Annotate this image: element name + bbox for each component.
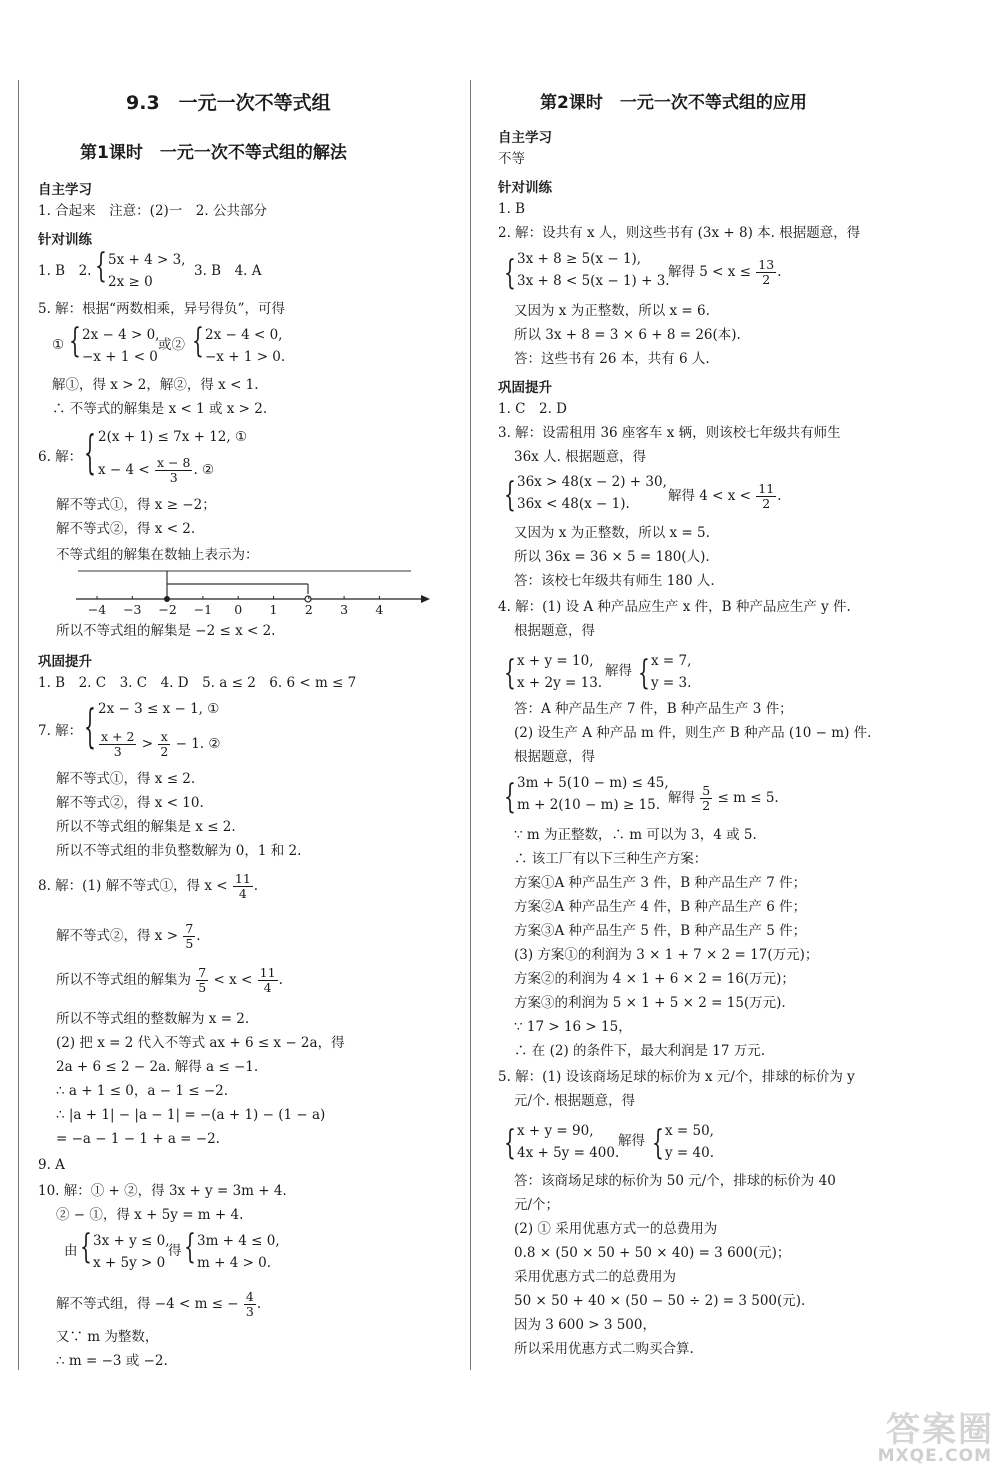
answer-line: (2) 把 x = 2 代入不等式 ax + 6 ≤ x − 2a，得 (56, 1035, 345, 1051)
fraction: $\frac{x + 2}{3}$ (101, 729, 135, 759)
answer-line: 8. 解：(1) 解不等式①，得 x < $\frac{11}{4}$ . (38, 871, 259, 901)
answer-line: ∵ m 为正整数，∴ m 可以为 3，4 或 5. (514, 827, 757, 843)
axis-tick-label: 1 (269, 602, 278, 616)
answer-line: (2) ① 采用优惠方式一的总费用为 (514, 1221, 718, 1237)
brace: { (84, 426, 96, 480)
system-line: x + y = 90, (517, 1123, 594, 1139)
answer-line: 答：A 种产品生产 7 件，B 种产品生产 3 件； (514, 701, 793, 717)
left-margin-rule (18, 80, 19, 1370)
brace: { (504, 653, 516, 693)
system-line: 36x > 48(x − 2) + 30, (517, 474, 667, 490)
fraction: $\frac{5}{2}$ (702, 783, 711, 813)
system-line: x + 5y > 0 (93, 1255, 166, 1271)
answer-line: 因为 3 600 > 3 500， (514, 1317, 656, 1333)
answer-line: 所以不等式组的非负整数解为 0，1 和 2. (56, 843, 302, 859)
answer-line: 又因为 x 为正整数，所以 x = 6. (514, 303, 710, 319)
brace: { (504, 475, 516, 515)
system-line: 36x < 48(x − 1). (517, 496, 630, 512)
system-line: x + 2y = 13. (517, 675, 603, 691)
answer-line: 不等式组的解集在数轴上表示为： (56, 547, 259, 563)
answer-line: ∴ 在 (2) 的条件下，最大利润是 17 万元. (514, 1043, 766, 1059)
answer-line: ∴ a + 1 ≤ 0，a − 1 ≤ −2. (56, 1083, 229, 1099)
heading-targeted-training: 针对训练 (498, 180, 552, 196)
answer-line: 所以 36x = 36 × 5 = 180(人). (514, 549, 710, 565)
case-marker: 或② (158, 337, 185, 353)
answer-line: 1. B (498, 201, 526, 217)
answer-line: 5. 解：根据“两数相乘，异号得负”，可得 (38, 301, 285, 317)
answer-line: (2) 设生产 A 种产品 m 件，则生产 B 种产品 (10 − m) 件. (514, 725, 872, 741)
answer-line: 所以不等式组的整数解为 x = 2. (56, 1011, 250, 1027)
system-line: 2x ≥ 0 (108, 274, 153, 290)
brace: { (504, 777, 516, 817)
fraction: $\frac{7}{5}$ (198, 965, 207, 995)
answer-line: ∴ 该工厂有以下三种生产方案： (514, 851, 708, 867)
system-line: m + 2(10 − m) ≥ 15. (517, 797, 661, 813)
answer-line: 元/个； (514, 1197, 560, 1213)
system-line: 2x − 4 > 0, (82, 327, 160, 343)
fraction: $\frac{11}{2}$ (758, 481, 775, 511)
watermark-logo (808, 1402, 998, 1470)
answer-line: 解不等式②，得 x < 2. (56, 521, 196, 537)
axis-tick-label: 2 (304, 602, 313, 616)
watermark-text: 答案圈 (886, 1410, 994, 1450)
heading-self-study: 自主学习 (498, 130, 552, 146)
system-line: 3x + 8 ≥ 5(x − 1), (517, 251, 642, 267)
fraction: $\frac{4}{3}$ (245, 1289, 254, 1319)
system-line: x = 50, (665, 1123, 714, 1139)
answer-line: 根据题意，得 (514, 623, 595, 639)
answer-line: 解得 (618, 1133, 645, 1149)
system-line: y = 40. (665, 1145, 714, 1161)
answer-line: ∴ m = −3 或 −2. (56, 1353, 168, 1369)
brace: { (69, 321, 81, 361)
answer-line: ∴ 不等式的解集是 x < 1 或 x > 2. (52, 401, 268, 417)
answer-line: 方案③A 种产品生产 5 件，B 种产品生产 5 件； (514, 923, 807, 939)
answer-line: 所以不等式组的解集为 $\frac{7}{5}$ < x < $\frac{11}{4}$ . (56, 965, 283, 995)
system-line: 3x + 8 < 5(x − 1) + 3. (517, 273, 670, 289)
brace: { (184, 1227, 196, 1267)
answer-line: ∵ 17 > 16 > 15， (514, 1019, 632, 1035)
system-line: −x + 1 > 0. (205, 349, 286, 365)
system-line: 3m + 5(10 − m) ≤ 45, (517, 775, 669, 791)
answer-line: 解得 (605, 663, 632, 679)
heading-consolidation: 巩固提升 (498, 380, 552, 396)
heading-consolidation: 巩固提升 (38, 654, 92, 670)
section-title: 9.3 一元一次不等式组 (126, 92, 331, 114)
answer-line: 3. 解：设需租用 36 座客车 x 辆，则该校七年级共有师生 (498, 425, 841, 441)
answer-line: 解不等式②，得 x > $\frac{7}{5}$ . (56, 921, 201, 951)
answer-line: 元/个. 根据题意，得 (514, 1093, 636, 1109)
answer-line: 根据题意，得 (514, 749, 595, 765)
column-divider (470, 80, 471, 1370)
case-marker: ① (52, 337, 65, 353)
answer-line: 解不等式①，得 x ≥ −2； (56, 497, 216, 513)
brace: { (652, 1123, 664, 1163)
fraction: $\frac{7}{5}$ (185, 921, 194, 951)
answer-line: = −a − 1 − 1 + a = −2. (56, 1131, 220, 1147)
axis-tick-label: −3 (123, 602, 142, 616)
answer-line: 解得 5 < x ≤ $\frac{13}{2}$ . (668, 257, 782, 287)
system-line: x − 4 < $\frac{x - 8}{3}$ . ② (98, 455, 215, 485)
answer-line: 36x 人. 根据题意，得 (514, 449, 647, 465)
answer-line: 所以不等式组的解集是 x ≤ 2. (56, 819, 236, 835)
answer-line: 采用优惠方式二的总费用为 (514, 1269, 676, 1285)
answer-line: 1. B 2. C 3. C 4. D 5. a ≤ 2 6. 6 < m ≤ 7 (38, 675, 357, 691)
axis-tick-label: −4 (87, 602, 107, 616)
fraction: $\frac{11}{4}$ (234, 871, 251, 901)
watermark-url: MXQE.COM (877, 1446, 992, 1466)
answer-line: 方案①A 种产品生产 3 件，B 种产品生产 7 件； (514, 875, 807, 891)
answer-line: 5. 解：(1) 设该商场足球的标价为 x 元/个，排球的标价为 y (498, 1069, 855, 1085)
answer-line: 50 × 50 + 40 × (50 − 50 ÷ 2) = 3 500(元). (514, 1293, 806, 1309)
system-line: 2x − 4 < 0, (205, 327, 283, 343)
lesson-title: 第1课时 一元一次不等式组的解法 (80, 143, 347, 163)
answer-line: ② − ①，得 x + 5y = m + 4. (56, 1207, 244, 1223)
answer-line: 3. B 4. A (194, 263, 262, 279)
answer-line: 解不等式②，得 x < 10. (56, 795, 204, 811)
answer-line: 解不等式①，得 x ≤ 2. (56, 771, 196, 787)
answer-line: (3) 方案①的利润为 3 × 1 + 7 × 2 = 17(万元)； (514, 947, 819, 963)
system-line: 2x − 3 ≤ x − 1, ① (98, 701, 220, 717)
answer-line: 方案③的利润为 5 × 1 + 5 × 2 = 15(万元). (514, 995, 786, 1011)
answer-line: 由 (64, 1243, 78, 1259)
brace: { (638, 653, 650, 693)
brace: { (192, 321, 204, 361)
answer-line: 解①，得 x > 2，解②，得 x < 1. (52, 377, 259, 393)
system-line: 5x + 4 > 3, (108, 252, 186, 268)
answer-line: 4. 解：(1) 设 A 种产品应生产 x 件，B 种产品应生产 y 件. (498, 599, 851, 615)
system-line: −x + 1 < 0 (82, 349, 158, 365)
brace: { (80, 1227, 92, 1267)
fraction: $\frac{x}{2}$ (160, 729, 169, 759)
answer-line: 6. 解： (38, 449, 83, 465)
system-line: y = 3. (651, 675, 692, 691)
brace: { (84, 700, 96, 754)
answer-line: 7. 解： (38, 723, 83, 739)
fraction: $\frac{11}{4}$ (259, 965, 276, 995)
system-line: 3m + 4 ≤ 0, (197, 1233, 280, 1249)
answer-line: 答：该商场足球的标价为 50 元/个，排球的标价为 40 (514, 1173, 836, 1189)
system-line: m + 4 > 0. (197, 1255, 272, 1271)
brace: { (504, 253, 516, 293)
answer-line: 2. 解：设共有 x 人，则这些书有 (3x + 8) 本. 根据题意，得 (498, 225, 861, 241)
system-line: x + y = 10, (517, 653, 594, 669)
axis-tick-label: 4 (375, 602, 384, 616)
answer-line: 所以 3x + 8 = 3 × 6 + 8 = 26(本). (514, 327, 741, 343)
answer-line: 方案②A 种产品生产 4 件，B 种产品生产 6 件； (514, 899, 807, 915)
answer-line: 1. 合起来 注意：(2)一 2. 公共部分 (38, 203, 267, 219)
axis-arrow (421, 595, 430, 603)
system-line: 2(x + 1) ≤ 7x + 12, ① (98, 429, 248, 445)
answer-line: 所以不等式组的解集是 −2 ≤ x < 2. (56, 623, 276, 639)
answer-line: 解得 4 < x < $\frac{11}{2}$ . (668, 481, 782, 511)
answer-line: 10. 解：① + ②，得 3x + y = 3m + 4. (38, 1183, 287, 1199)
axis-tick-label: 3 (340, 602, 349, 616)
answer-line: 得 (168, 1243, 182, 1259)
answer-line: 答：这些书有 26 本，共有 6 人. (514, 351, 710, 367)
answer-line: 所以采用优惠方式二购买合算. (514, 1341, 694, 1357)
answer-line: 0.8 × (50 × 50 + 50 × 40) = 3 600(元)； (514, 1245, 791, 1261)
answer-line: 9. A (38, 1157, 65, 1173)
system-line: x = 7, (651, 653, 692, 669)
heading-targeted-training: 针对训练 (38, 232, 92, 248)
system-line: 4x + 5y = 400. (517, 1145, 620, 1161)
answer-line: 不等 (498, 151, 525, 167)
answer-line: 1. C 2. D (498, 401, 567, 417)
answer-line: 又因为 x 为正整数，所以 x = 5. (514, 525, 710, 541)
axis-tick-label: 0 (234, 602, 243, 616)
answer-line: 解得 $\frac{5}{2}$ ≤ m ≤ 5. (668, 783, 779, 813)
axis-tick-label: −1 (193, 602, 213, 616)
answer-line: 1. B 2. (38, 263, 92, 279)
answer-line: 答：该校七年级共有师生 180 人. (514, 573, 715, 589)
fraction: $\frac{x - 8}{3}$ (157, 455, 191, 485)
answer-line: 方案②的利润为 4 × 1 + 6 × 2 = 16(万元)； (514, 971, 795, 987)
system-line: $\frac{x + 2}{3}$ > $\frac{x}{2}$ − 1. ② (101, 729, 221, 759)
answer-line: 2a + 6 ≤ 2 − 2a. 解得 a ≤ −1. (56, 1059, 259, 1075)
system-line: 3x + y ≤ 0, (93, 1233, 170, 1249)
brace: { (504, 1123, 516, 1163)
brace: { (95, 246, 107, 286)
answer-line: 又∵ m 为整数， (56, 1329, 159, 1345)
number-line (46, 566, 436, 616)
axis-tick-label: −2 (158, 602, 177, 616)
fraction: $\frac{13}{2}$ (758, 257, 775, 287)
heading-self-study: 自主学习 (38, 182, 92, 198)
lesson-title: 第2课时 一元一次不等式组的应用 (540, 93, 807, 113)
answer-line: ∴ |a + 1| − |a − 1| = −(a + 1) − (1 − a) (56, 1107, 326, 1123)
answer-line: 解不等式组，得 −4 < m ≤ − $\frac{4}{3}$ . (56, 1289, 262, 1319)
